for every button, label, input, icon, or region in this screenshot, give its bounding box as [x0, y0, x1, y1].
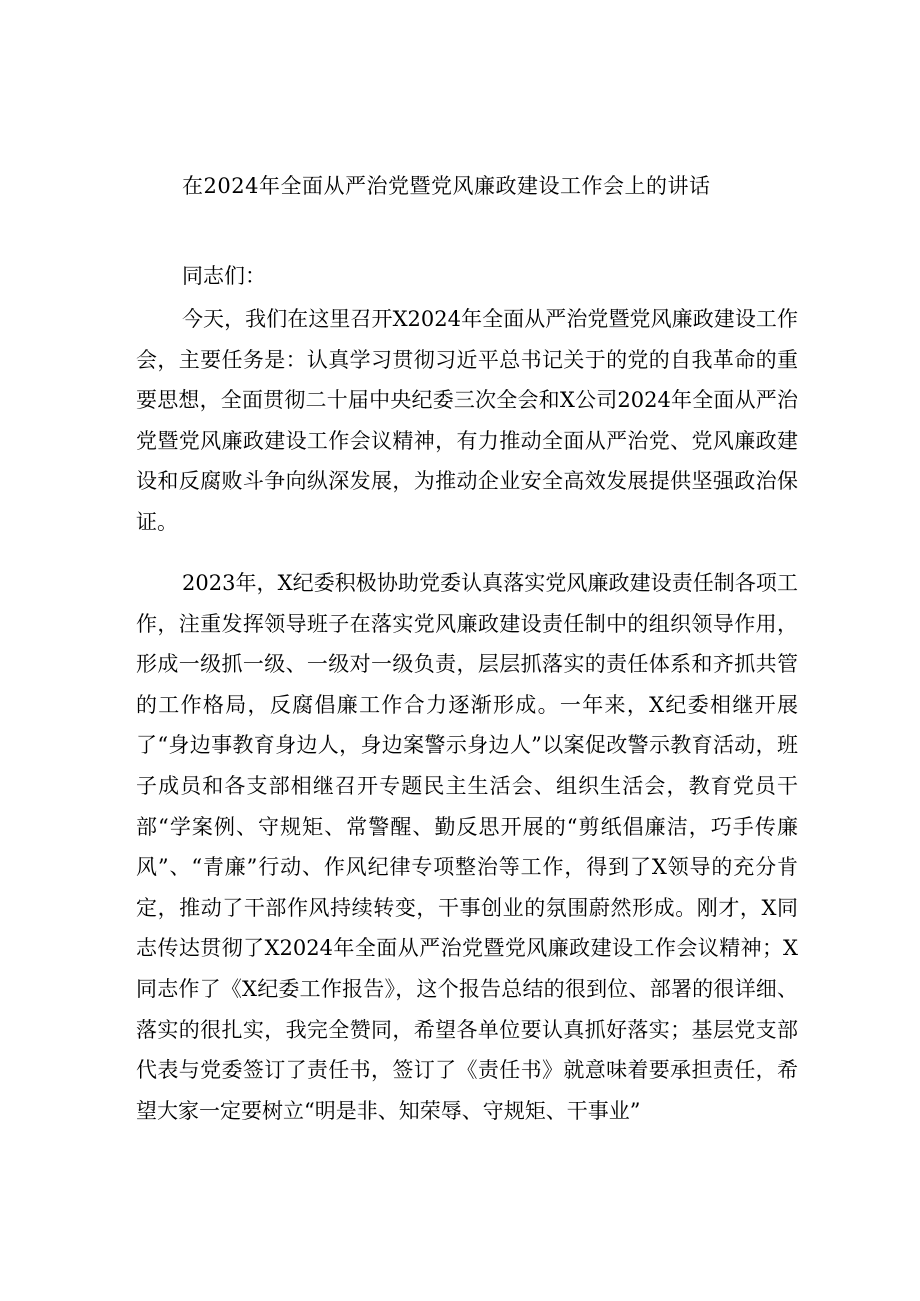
document-title: 在2024年全面从严治党暨党风廉政建设工作会上的讲话: [182, 174, 711, 198]
paragraph-1: 今天，我们在这里召开X2024年全面从严治党暨党风廉政建设工作会，主要任务是：认真学习贯彻习近平总书记关于的党的自我革命的重要思想，全面贯彻二十届中央纪委三次全会和X公司2024年全面从严治党暨党风廉政建设工作会议精神，有力推动全面从严治党、党风廉政建设和反腐败斗争向纵深发展，为推动企业安全高效发展提供坚强政治保证。: [136, 307, 798, 534]
salutation: 同志们：: [182, 264, 266, 288]
paragraph-2: 2023年，X纪委积极协助党委认真落实党风廉政建设责任制各项工作，注重发挥领导班子在落实党风廉政建设责任制中的组织领导作用，形成一级抓一级、一级对一级负责，层层抓落实的责任体系和齐抓共管的工作格局，反腐倡廉工作合力逐渐形成。一年来，X纪委相继开展了“身边事教育身边人，身边案警示身边人”以案促改警示教育活动，班子成员和各支部相继召开专题民主生活会、组织生活会，教育党员干部“学案例、守规矩、常警醒、勤反思开展的“剪纸倡廉洁，巧手传廉风”、“青廉”行动、作风纪律专项整治等工作，得到了X领导的充分肯定，推动了干部作风持续转变，干事创业的氛围蔚然形成。刚才，X同志传达贯彻了X2024年全面从严治党暨党风廉政建设工作会议精神；X同志作了《X纪委工作报告》，这个报告总结的很到位、部署的很详细、落实的很扎实，我完全赞同，希望各单位要认真抓好落实；基层党支部代表与党委签订了责任书，签订了《责任书》就意味着要承担责任，希望大家一定要树立“明是非、知荣辱、守规矩、干事业”: [136, 571, 798, 1123]
